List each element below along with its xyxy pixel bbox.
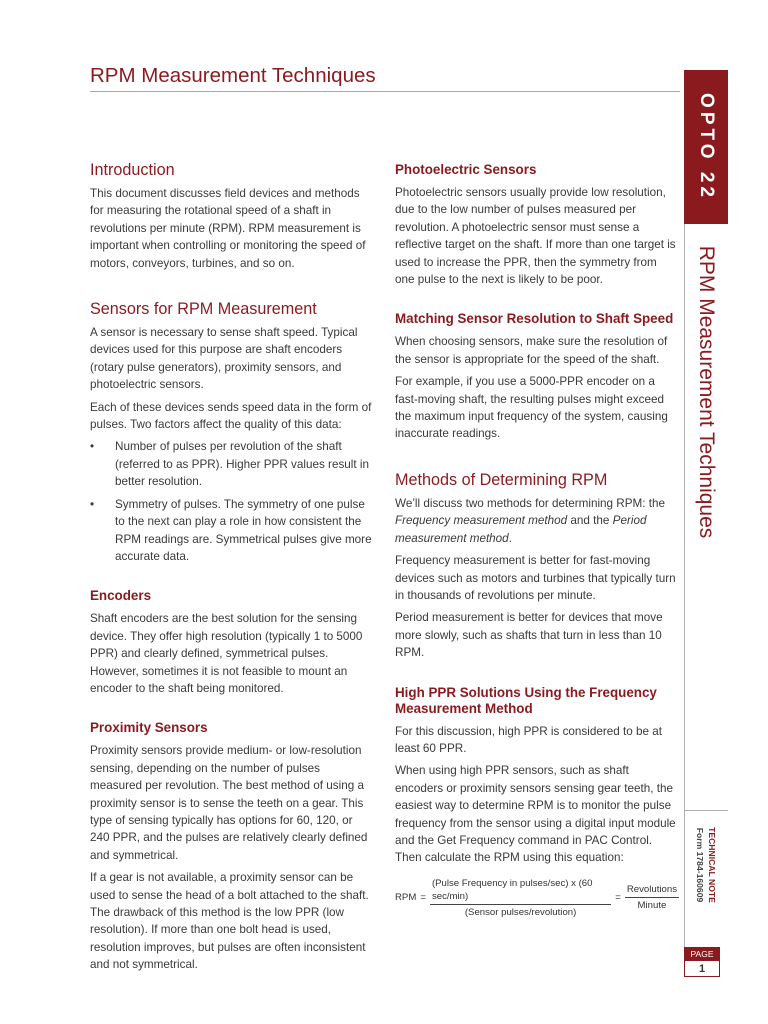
sensors-paragraph-2: Each of these devices sends speed data in the form of pulses. Two factors affect the quality of this data: xyxy=(90,400,372,432)
right-column xyxy=(395,160,679,919)
sidebar-divider xyxy=(684,810,728,811)
encoders-text: Shaft encoders are the best solution for the sensing device. They offer high resolution (typically 1 to 5000 PPR) and clearly defined, symmetrical pulses. However, sometimes it is not feasible to mount an encoder to the shaft being monitored. xyxy=(90,612,363,695)
list-item xyxy=(90,496,373,566)
methods-paragraph-1 xyxy=(395,495,679,547)
introduction-heading: Introduction xyxy=(90,161,175,179)
photoelectric-heading: Photoelectric Sensors xyxy=(395,162,537,177)
methods-text: We’ll discuss two methods for determining RPM: the xyxy=(395,496,665,510)
bullet-glyph: • xyxy=(90,440,95,454)
methods-text: and the xyxy=(567,514,613,528)
equation-lhs: RPM xyxy=(395,892,417,904)
equals-sign: = xyxy=(420,892,426,904)
methods-paragraph-2: Frequency measurement is better for fast-moving devices such as motors and turbines that typically turn in thousands of revolutions per minute. xyxy=(395,554,676,602)
methods-text: . xyxy=(508,531,512,545)
high-ppr-paragraph-2: When using high PPR sensors, such as shaft encoders or proximity sensors sensing gear teeth, the easiest way to determine RPM is to monitor the pulse frequency from the sensor using a digital input module and the Get Frequency command in PAC Control. Then calculate the RPM using this equation: xyxy=(395,764,676,865)
proximity-heading: Proximity Sensors xyxy=(90,720,208,736)
matching-paragraph-2: For example, if you use a 5000-PPR encoder on a fast-moving shaft, the resulting pulses might exceed the maximum input frequency of the system, causing inaccurate readings. xyxy=(395,375,668,441)
sidebar-title: RPM Measurement Techniques xyxy=(695,245,718,539)
high-ppr-paragraph-1: For this discussion, high PPR is considered to be at least 60 PPR. xyxy=(395,724,662,755)
sensors-heading: Sensors for RPM Measurement xyxy=(90,300,317,319)
equation-fraction xyxy=(430,877,611,919)
sensors-paragraph-1: A sensor is necessary to sense shaft speed. Typical devices used for this purpose are shaft encoders (rotary pulse generators), proximity sensors, and photoelectric sensors. xyxy=(90,326,358,392)
proximity-paragraph-2: If a gear is not available, a proximity sensor can be used to sense the head of a bolt attached to the shaft. The drawback of this method is the low PPR (low resolution). If more than one bolt head is used, resolution improves, but pulses are often inconsistent and not symmetrical. xyxy=(90,871,369,972)
photoelectric-text: Photoelectric sensors usually provide low resolution, due to the low number of pulses measured per revolution. A photoelectric sensor must sense a reflective target on the shaft. If more than one target is used to increase the PPR, then the symmetry from one pulse to the next is likely to be poor. xyxy=(395,186,676,287)
unit-numerator: Revolutions xyxy=(625,883,679,898)
frequency-method-term: Frequency measurement method xyxy=(395,514,568,528)
period-method-term: Period measurement method xyxy=(395,514,647,545)
equation-numerator: (Pulse Frequency in pulses/sec) x (60 sec/min) xyxy=(430,877,611,905)
unit-denominator: Minute xyxy=(637,900,667,912)
encoders-heading: Encoders xyxy=(90,588,152,604)
proximity-paragraph-1: Proximity sensors provide medium- or low-resolution sensing, depending on the number of pulses measured per revolution. The best method of using a proximity sensor is to sense the teeth on a gear. This type of sensing typically has options for 60, 120, or 240 PPR, and the pulses are relatively clearly defined and symmetrical. xyxy=(90,744,368,862)
matching-heading: Matching Sensor Resolution to Shaft Speed xyxy=(395,311,674,327)
title-rule xyxy=(90,91,680,92)
quality-factors-list xyxy=(90,438,373,565)
introduction-text: This document discusses field devices and methods for measuring the rotational speed of a shaft in revolutions per minute (RPM). RPM measurement is important when controlling or monitoring the speed of motors, conveyors, turbines, and so on. xyxy=(90,187,366,270)
form-number: Form 1784-160609 xyxy=(695,827,705,903)
matching-paragraph-1: When choosing sensors, make sure the resolution of the sensor is appropriate for the speed of the shaft. xyxy=(395,335,668,366)
equals-sign: = xyxy=(615,892,621,904)
equation-denominator: (Sensor pulses/revolution) xyxy=(464,906,577,918)
page-number: 1 xyxy=(698,963,706,975)
bullet-glyph: • xyxy=(90,497,95,511)
list-item-text: Number of pulses per revolution of the shaft (referred to as PPR). Higher PPR values result in better resolution. xyxy=(115,440,369,489)
page-label: PAGE xyxy=(685,948,719,961)
list-item-text: Symmetry of pulses. The symmetry of one pulse to the next can play a role in how consistent the RPM readings are. Symmetrical pulses give more accurate data. xyxy=(115,497,372,563)
rpm-equation xyxy=(395,877,679,919)
methods-paragraph-3: Period measurement is better for devices that move more slowly, such as shafts that turn in less than 10 RPM. xyxy=(395,611,663,660)
page-title: RPM Measurement Techniques xyxy=(90,64,376,87)
unit-fraction xyxy=(625,883,679,912)
list-item xyxy=(90,438,373,490)
document-type: TECHNICAL NOTE xyxy=(707,827,717,903)
page-indicator xyxy=(684,947,720,977)
high-ppr-heading: High PPR Solutions Using the Frequency Measurement Method xyxy=(395,684,657,716)
left-column xyxy=(90,160,373,979)
methods-heading: Methods of Determining RPM xyxy=(395,470,608,489)
